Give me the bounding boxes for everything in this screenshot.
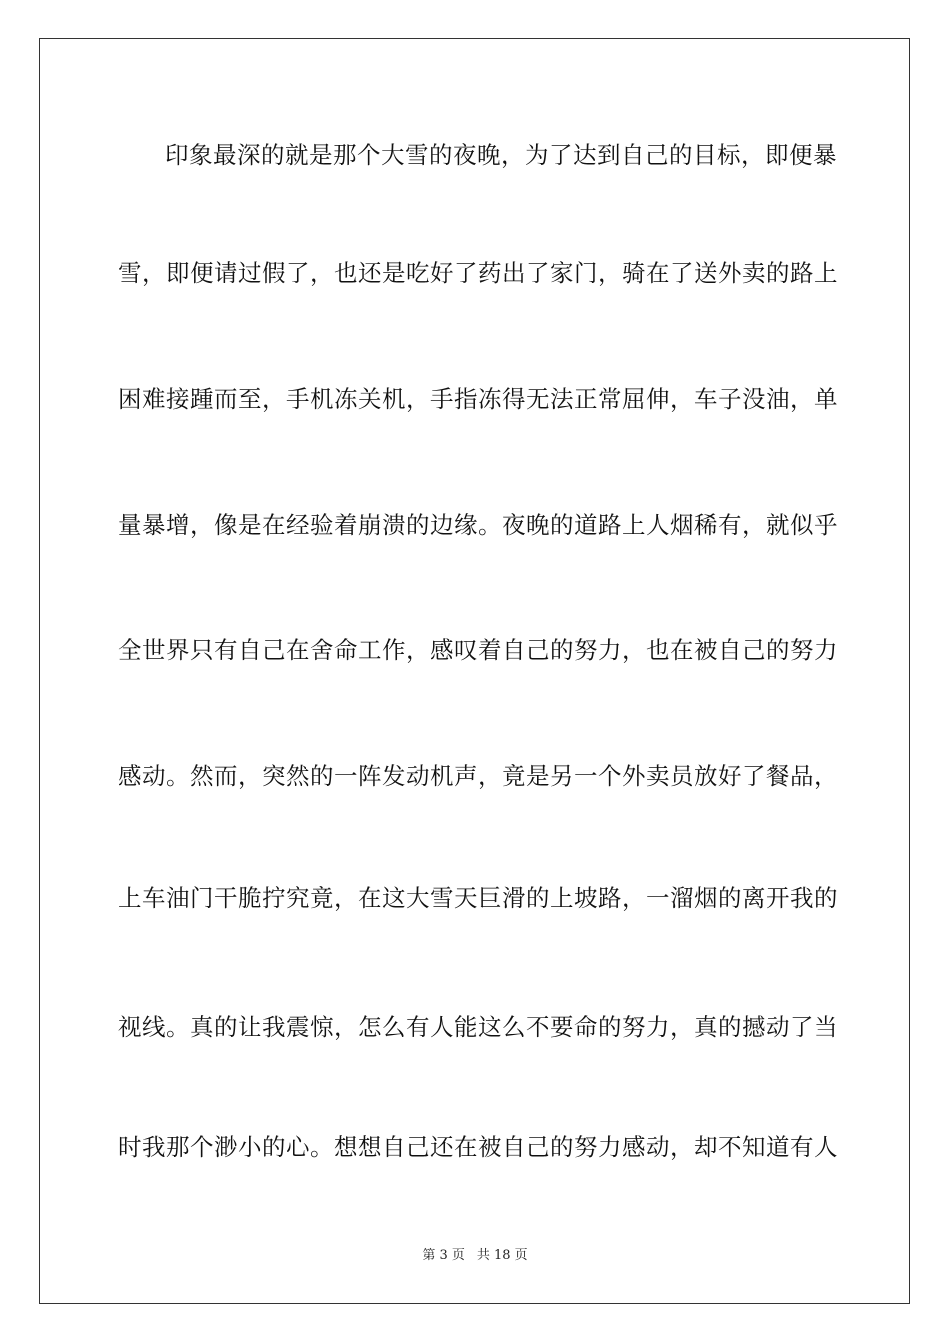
paragraph-line: 全世界只有自己在舍命工作，感叹着自己的努力，也在被自己的努力 bbox=[118, 636, 838, 664]
paragraph-line: 印象最深的就是那个大雪的夜晚，为了达到自己的目标，即便暴 bbox=[165, 141, 837, 169]
paragraph-line: 雪，即便请过假了，也还是吃好了药出了家门，骑在了送外卖的路上 bbox=[118, 259, 838, 287]
paragraph-line: 困难接踵而至，手机冻关机，手指冻得无法正常屈伸，车子没油，单 bbox=[118, 385, 838, 413]
page-footer bbox=[0, 1248, 950, 1264]
paragraph-line: 时我那个渺小的心。想想自己还在被自己的努力感动，却不知道有人 bbox=[118, 1133, 838, 1161]
paragraph-line: 量暴增，像是在经验着崩溃的边缘。夜晚的道路上人烟稀有，就似乎 bbox=[118, 511, 838, 539]
page-border bbox=[39, 38, 910, 1304]
paragraph-line: 感动。然而，突然的一阵发动机声，竟是另一个外卖员放好了餐品， bbox=[118, 762, 838, 790]
paragraph-line: 上车油门干脆拧究竟，在这大雪天巨滑的上坡路，一溜烟的离开我的 bbox=[118, 884, 838, 912]
page-number: 第 3 页 bbox=[422, 1248, 465, 1263]
paragraph-line: 视线。真的让我震惊，怎么有人能这么不要命的努力，真的撼动了当 bbox=[118, 1013, 838, 1041]
page-total: 共 18 页 bbox=[476, 1248, 528, 1263]
